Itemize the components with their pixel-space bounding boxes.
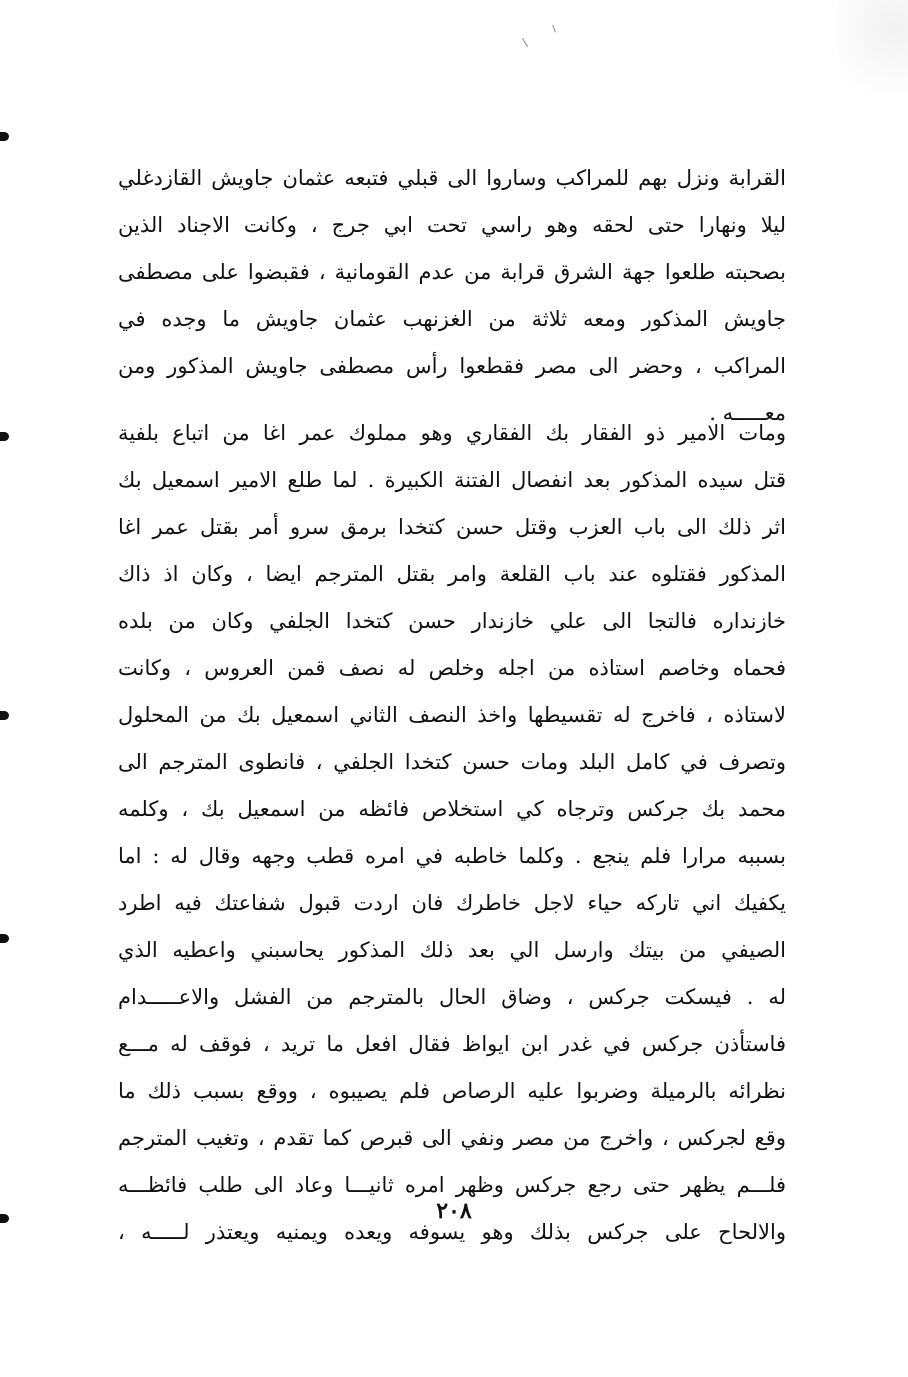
text-line: بصحبته طلعوا جهة الشرق قرابة من عدم القومانية ، فقبضوا على مصطفى <box>118 260 786 284</box>
scan-edge-shadow <box>838 0 908 140</box>
text-line: الصيفي من بيتك وارسل الي بعد ذلك المذكور يحاسبني واعطيه الذي <box>118 938 786 962</box>
text-line: فاستأذن جركس في غدر ابن ايواظ فقال افعل ما تريد ، فوقف له مـــع <box>118 1032 786 1056</box>
text-line: جاويش المذكور ومعه ثلاثة من الغزنهب عثمان جاويش ما وجده في <box>118 307 786 331</box>
text-line: وقع لجركس ، واخرج من مصر ونفي الى قبرص كما تقدم ، وتغيب المترجم <box>118 1126 786 1150</box>
scan-speck <box>552 25 556 33</box>
text-line: اثر ذلك الى باب العزب وقتل حسن كتخدا برمق سرو أمر بقتل عمر اغا <box>118 515 786 539</box>
scan-speck <box>522 38 528 47</box>
text-line: فلـــم يظهر حتى رجع جركس وظهر امره ثانيـــا وعاد الى طلب فائظـــه <box>118 1173 786 1197</box>
text-line: له . فيسكت جركس ، وضاق الحال بالمترجم من الفشل والاعـــــدام <box>118 985 786 1009</box>
page-number: ٢٠٨ <box>436 1198 472 1224</box>
text-line: المذكور فقتلوه عند باب القلعة وامر بقتل المترجم ايضا ، وكان اذ ذاك <box>118 562 786 586</box>
text-line: وتصرف في كامل البلد ومات حسن كتخدا الجلفي ، فانطوى المترجم الى <box>118 750 786 774</box>
text-line: معـــــه . <box>709 401 786 425</box>
text-line: والالحاح على جركس بذلك وهو يسوفه ويعده ويمنيه ويعتذر لـــــه ، <box>118 1220 786 1244</box>
text-line: لاستاذه ، فاخرج له تقسيطها واخذ النصف الثاني اسمعيل بك من المحلول <box>118 703 786 727</box>
text-line: خازنداره فالتجا الى علي خازندار حسن كتخدا الجلفي وكان من بلده <box>118 609 786 633</box>
text-line: يكفيك اني تاركه حياء لاجل خاطرك فان اردت قبول شفاعتك فيه اطرد <box>118 891 786 915</box>
text-line: قتل سيده المذكور بعد انفصال الفتنة الكبيرة . لما طلع الامير اسمعيل بك <box>118 468 786 492</box>
text-line: المراكب ، وحضر الى مصر فقطعوا رأس مصطفى جاويش المذكور ومن <box>118 354 786 378</box>
paragraph-2 <box>118 410 786 1256</box>
text-line: بسببه مرارا فلم ينجع . وكلما خاطبه في امره قطب وجهه وقال له : اما <box>118 844 786 868</box>
text-line: ومات الامير ذو الفقار بك الفقاري وهو مملوك عمر اغا من اتباع بلفية <box>118 421 786 445</box>
binding-mark <box>0 432 9 441</box>
text-line: نظرائه بالرميلة وضربوا عليه الرصاص فلم يصيبوه ، ووقع بسبب ذلك ما <box>118 1079 786 1103</box>
text-line: فحماه وخاصم استاذه من اجله وخلص له نصف قمن العروس ، وكانت <box>118 656 786 680</box>
binding-mark <box>0 132 9 141</box>
text-line: ليلا ونهارا حتى لحقه وهو راسي تحت ابي جرج ، وكانت الاجناد الذين <box>118 213 786 237</box>
text-line: محمد بك جركس وترجاه كي استخلاص فائظه من اسمعيل بك ، وكلمه <box>118 797 786 821</box>
binding-mark <box>0 934 9 943</box>
binding-mark <box>0 711 9 720</box>
paragraph-1 <box>118 155 786 437</box>
text-line: القرابة ونزل بهم للمراكب وساروا الى قبلي فتبعه عثمان جاويش القازدغلي <box>118 166 786 190</box>
